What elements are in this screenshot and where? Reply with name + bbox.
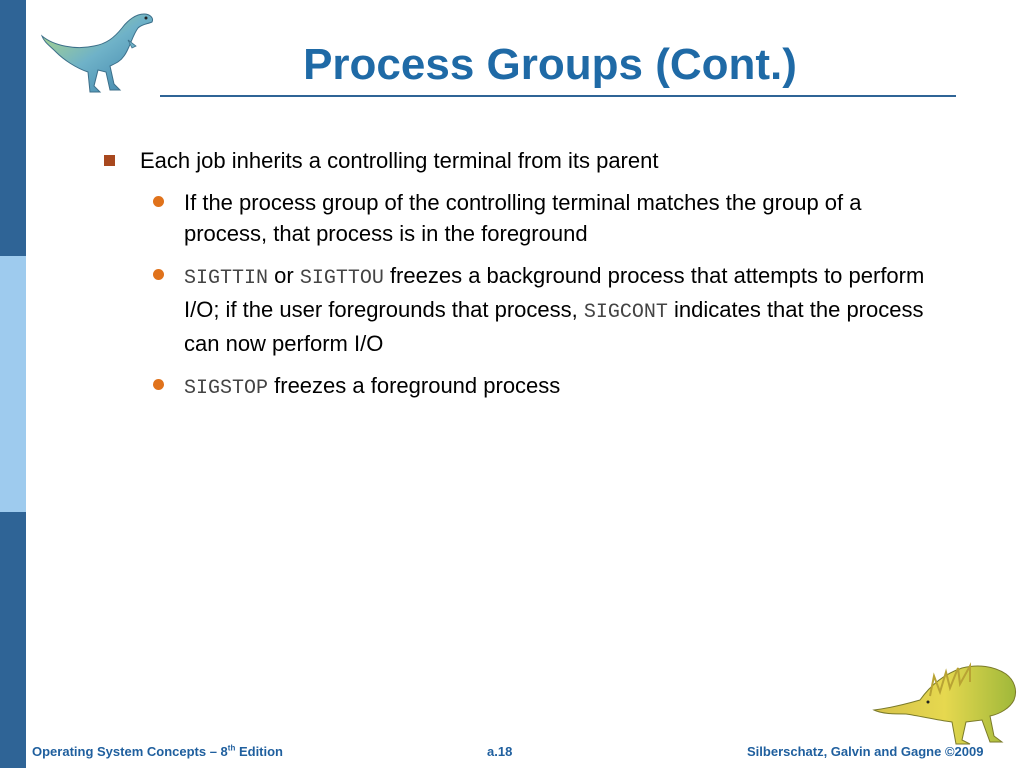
footer-left-superscript: th	[227, 743, 236, 753]
round-bullet-icon	[153, 269, 164, 280]
square-bullet-icon	[104, 155, 115, 166]
round-bullet-icon	[153, 196, 164, 207]
sub-bullet-text: or	[268, 263, 300, 288]
sidebar-segment-top	[0, 0, 26, 256]
code-signal: SIGCONT	[583, 301, 668, 324]
sub-bullet-text: If the process group of the controlling terminal matches the group of a process, that process is in the foreground	[184, 190, 862, 246]
sub-bullet	[184, 187, 944, 249]
sub-bullet	[184, 260, 944, 359]
slide-content	[100, 146, 960, 404]
footer-left-suffix: Edition	[235, 744, 284, 759]
sidebar-segment-middle	[0, 256, 26, 512]
left-sidebar	[0, 0, 26, 768]
sub-bullet-text: indicates that the process can now perform I/O	[184, 297, 924, 356]
sub-bullet-text: freezes a background process that attempts to perform I/O; if the user foregrounds that process,	[184, 263, 925, 322]
code-signal: SIGSTOP	[184, 377, 269, 400]
sidebar-segment-bottom	[0, 512, 26, 768]
dinosaur-top-icon	[36, 6, 158, 96]
bullet-level1	[100, 146, 960, 176]
footer-left-text: Operating System Concepts – 8	[32, 744, 228, 759]
sub-bullet-text: freezes a foreground process	[268, 373, 561, 398]
bullet-text: Each job inherits a controlling terminal from its parent	[140, 148, 659, 173]
code-signal: SIGTTIN	[184, 267, 269, 290]
slide-title: Process Groups (Cont.)	[303, 40, 797, 89]
footer-course-title	[32, 744, 283, 759]
sub-bullet	[184, 370, 944, 404]
footer-copyright: Silberschatz, Galvin and Gagne ©2009	[747, 744, 984, 759]
title-underline	[160, 95, 956, 97]
dinosaur-bottom-icon	[870, 656, 1020, 748]
round-bullet-icon	[153, 379, 164, 390]
footer-page-number: a.18	[487, 744, 513, 759]
code-signal: SIGTTOU	[299, 267, 384, 290]
